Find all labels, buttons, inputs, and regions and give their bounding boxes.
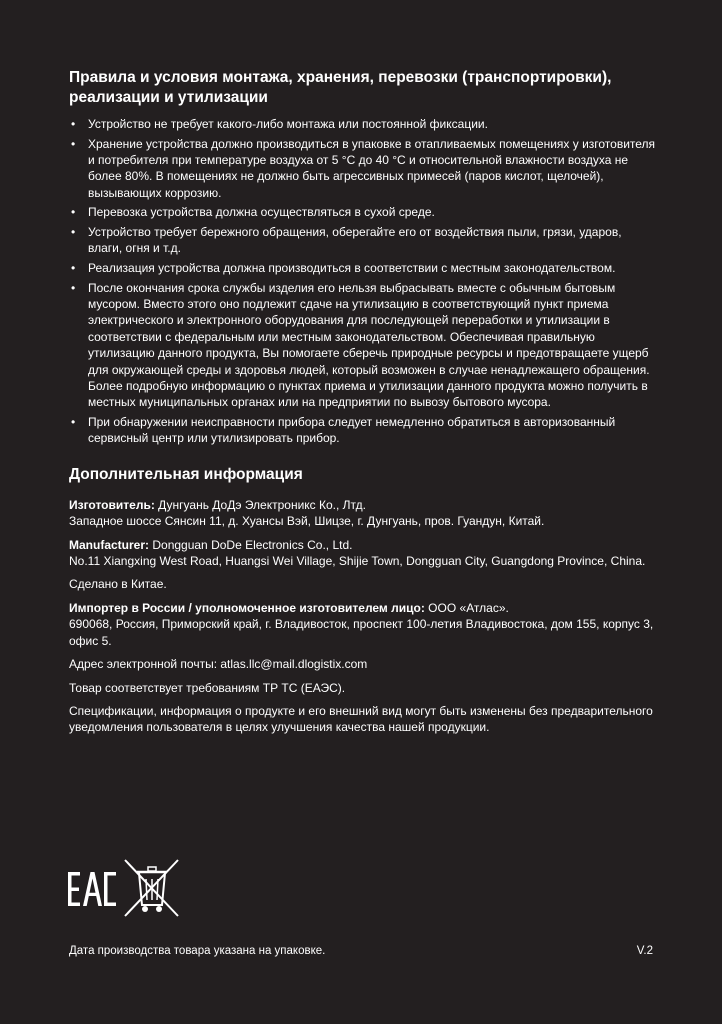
manufacturer-en-address: No.11 Xiangxing West Road, Huangsi Wei Village, Shijie Town, Dongguan City, Guangdong Province, China. bbox=[69, 554, 646, 569]
eac-icon bbox=[68, 872, 116, 906]
bullet-glyph: • bbox=[71, 261, 76, 275]
manufacturer-en-label: Manufacturer: bbox=[69, 537, 150, 552]
email-line bbox=[69, 656, 659, 672]
list-item: • Устройство не требует какого-либо монтажа или постоянной фиксации. bbox=[71, 117, 488, 131]
bullet-glyph: • bbox=[71, 280, 76, 295]
made-in: Сделано в Китае. bbox=[69, 577, 167, 592]
version-label: V.2 bbox=[636, 945, 653, 957]
manufacturer-ru-name: Дунгуань ДоДэ Электроникс Ко., Лтд. bbox=[154, 497, 366, 512]
bullet-glyph: • bbox=[71, 205, 76, 220]
crossed-out-wheelie-bin-icon bbox=[125, 860, 178, 916]
bullet-glyph: • bbox=[71, 117, 76, 131]
bullet-glyph: • bbox=[71, 415, 76, 430]
additional-info bbox=[69, 497, 659, 736]
importer bbox=[69, 600, 659, 649]
importer-label: Импортер в России / уполномоченное изготовителем лицо: bbox=[69, 600, 425, 615]
section-heading-storage: Правила и условия монтажа, хранения, перевозки (транспортировки), реализации и утилизации bbox=[69, 69, 612, 106]
certification-logos bbox=[68, 858, 188, 920]
manufacturer-ru-label: Изготовитель: bbox=[69, 497, 155, 512]
rules-list bbox=[69, 116, 659, 447]
logos-svg bbox=[68, 858, 188, 920]
list-item: • Хранение устройства должно производиться в упаковке в отапливаемых помещениях у изготовителя и потребителя при температуре воздуха от 5 °С до 40 °С и относительной влажности воздуха не более 80%. В помещениях не должно быть агрессивных примесей (паров кислот, щелочей), вызывающих коррозию. bbox=[71, 136, 656, 200]
list-item: • Устройство требует бережного обращения, оберегайте его от воздействия пыли, грязи, ударов, влаги, огня и т.д. bbox=[71, 225, 622, 256]
list-item: • Перевозка устройства должна осуществляться в сухой среде. bbox=[71, 205, 435, 220]
importer-address: 690068, Россия, Приморский край, г. Владивосток, проспект 100-летия Владивостока, дом 155, корпус 3, офис 5. bbox=[69, 617, 654, 648]
email-label: Адрес электронной почты: bbox=[69, 657, 221, 672]
bullet-glyph: • bbox=[71, 136, 76, 151]
list-item: • При обнаружении неисправности прибора следует немедленно обратиться в авторизованный сервисный центр или утилизировать прибор. bbox=[71, 415, 616, 446]
manufacturer-en-name: Dongguan DoDe Electronics Co., Ltd. bbox=[149, 537, 353, 552]
bullet-glyph: • bbox=[71, 225, 76, 239]
list-item: • Реализация устройства должна производиться в соответствии с местным законодательством. bbox=[71, 261, 616, 275]
disclaimer: Спецификации, информация о продукте и его внешний вид могут быть изменены без предварительного уведомления пользователя в целях улучшения качества нашей продукции. bbox=[69, 703, 653, 735]
production-date-note: Дата производства товара указана на упаковке. bbox=[69, 945, 326, 957]
list-item: • После окончания срока службы изделия его нельзя выбрасывать вместе с обычным бытовым мусором. Вместо этого оно подлежит сдаче на утилизацию в соответствующий пункт приема электрического и электронного оборудования для последующей переработки и утилизации в соответствии с федеральным или местным законодательством. Обеспечивая правильную утилизацию данного продукта, Вы помогаете сберечь природные ресурсы и предотвращаете ущерб для окружающей среды и здоровья людей, который возможен в случае ненадлежащего обращения. Более подробную информацию о пунктах приема и утилизации данного продукта можно получить в местных муниципальных органах или на предприятии по вывозу бытового мусора. bbox=[71, 280, 650, 410]
manufacturer-ru-address: Западное шоссе Сянсин 11, д. Хуансы Вэй, Шицзе, г. Дунгуань, пров. Гуандун, Китай. bbox=[69, 514, 545, 529]
compliance: Товар соответствует требованиям ТР ТС (ЕАЭС). bbox=[69, 680, 346, 695]
manufacturer-en bbox=[69, 537, 659, 570]
document-body bbox=[69, 68, 659, 743]
manufacturer-ru bbox=[69, 497, 659, 530]
section-heading-additional-info: Дополнительная информация bbox=[69, 465, 303, 483]
importer-name: ООО «Атлас». bbox=[424, 600, 509, 615]
email-address: atlas.llc@mail.dlogistix.com bbox=[220, 657, 368, 672]
